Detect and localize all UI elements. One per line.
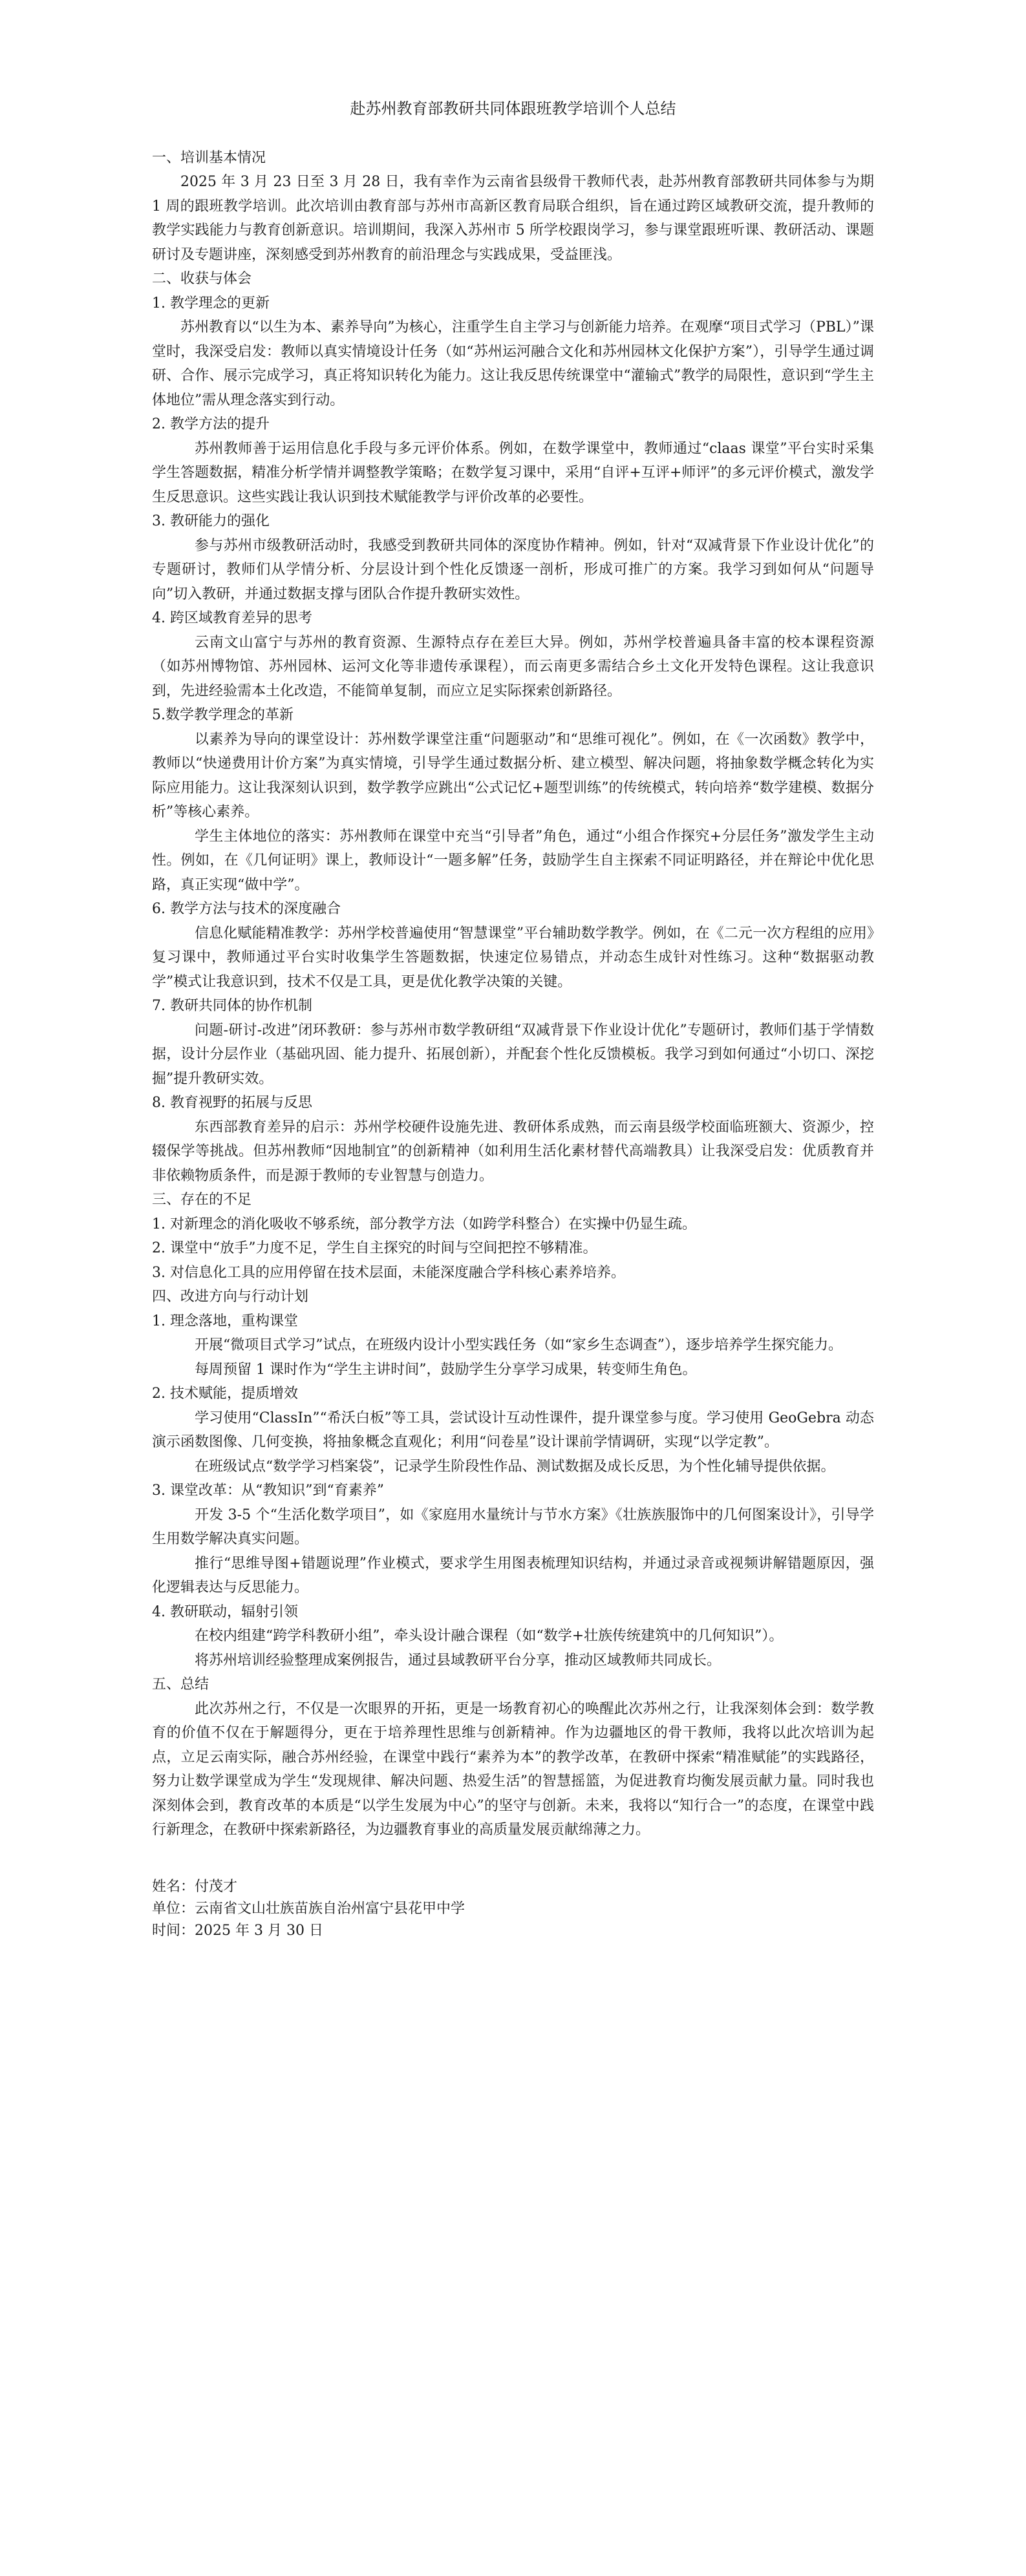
paragraph: 将苏州培训经验整理成案例报告，通过县域教研平台分享，推动区域教师共同成长。 <box>195 1652 721 1669</box>
subsection-heading: 2. 教学方法的提升 <box>152 416 270 432</box>
paragraph: 苏州教师善于运用信息化手段与多元评价体系。例如，在数学课堂中，教师通过“claas 课堂”平台实时采集学生答题数据，精准分析学情并调整教学策略；在数学复习课中，采用“自评+互评+师评”的多元评价模式，激发学生反思意识。这些实践让我认识到技术赋能教学与评价改革的必要性。 <box>152 440 874 505</box>
paragraph: 学习使用“ClassIn”“希沃白板”等工具，尝试设计互动性课件，提升课堂参与度。学习使用 GeoGebra 动态演示函数图像、几何变换，将抽象概念直观化；利用“问卷星”设计课前学情调研，实现“以学定教”。 <box>152 1409 874 1450</box>
paragraph: 参与苏州市级教研活动时，我感受到教研共同体的深度协作精神。例如，针对“双减背景下作业设计优化”的专题研讨，教师们从学情分析、分层设计到个性化反馈逐一剖析，形成可推广的方案。我学习到如何从“问题导向”切入教研，并通过数据支撑与团队合作提升教研实效性。 <box>152 537 874 602</box>
paragraph: 开展“微项目式学习”试点，在班级内设计小型实践任务（如“家乡生态调查”），逐步培养学生探究能力。 <box>195 1337 842 1353</box>
paragraph: 苏州教育以“以生为本、素养导向”为核心，注重学生自主学习与创新能力培养。在观摩“项目式学习（PBL）”课堂时，我深受启发：教师以真实情境设计任务（如“苏州运河融合文化和苏州园林文化保护方案”），引导学生通过调研、合作、展示完成学习，真正将知识转化为能力。这让我反思传统课堂中“灌输式”教学的局限性，意识到“学生主体地位”需从理念落实到行动。 <box>152 319 874 408</box>
paragraph: 在校内组建“跨学科教研小组”，牵头设计融合课程（如“数学+壮族传统建筑中的几何知识”）。 <box>195 1628 784 1644</box>
paragraph: 推行“思维导图+错题说理”作业模式，要求学生用图表梳理知识结构，并通过录音或视频讲解错题原因，强化逻辑表达与反思能力。 <box>152 1555 874 1596</box>
section-heading: 三、存在的不足 <box>152 1192 252 1208</box>
list-item: 3. 对信息化工具的应用停留在技术层面，未能深度融合学科核心素养培养。 <box>152 1264 625 1281</box>
signature-block <box>152 1876 874 1942</box>
subsection-heading: 1. 理念落地，重构课堂 <box>152 1313 298 1329</box>
subsection-heading: 1. 教学理念的更新 <box>152 295 270 311</box>
subsection-heading: 8. 教育视野的拓展与反思 <box>152 1095 312 1111</box>
subsection-heading: 6. 教学方法与技术的深度融合 <box>152 901 341 917</box>
signature-unit: 单位：云南省文山壮族苗族自治州富宁县花甲中学 <box>152 1900 465 1917</box>
subsection-heading: 5.数学教学理念的革新 <box>152 707 294 723</box>
section-heading: 一、培训基本情况 <box>152 149 266 166</box>
subsection-heading: 7. 教研共同体的协作机制 <box>152 998 312 1014</box>
paragraph: 问题-研讨-改进”闭环教研：参与苏州市数学教研组“双减背景下作业设计优化”专题研讨，教师们基于学情数据，设计分层作业（基础巩固、能力提升、拓展创新），并配套个性化反馈模板。我学习到如何通过“小切口、深挖掘”提升教研实效。 <box>152 1022 874 1087</box>
paragraph: 此次苏州之行，不仅是一次眼界的开拓，更是一场教育初心的唤醒此次苏州之行，让我深刻体会到：数学教育的价值不仅在于解题得分，更在于培养理性思维与创新精神。作为边疆地区的骨干教师，我将以此次培训为起点，立足云南实际，融合苏州经验，在课堂中践行“素养为本”的教学改革，在教研中探索“精准赋能”的实践路径，努力让数学课堂成为学生“发现规律、解决问题、热爱生活”的智慧摇篮，为促进教育均衡发展贡献力量。同时我也深刻体会到，教育改革的本质是“以学生发展为中心”的坚守与创新。未来，我将以“知行合一”的态度，在课堂中践行新理念，在教研中探索新路径，为边疆教育事业的高质量发展贡献绵薄之力。 <box>152 1700 874 1838</box>
list-item: 1. 对新理念的消化吸收不够系统，部分教学方法（如跨学科整合）在实操中仍显生疏。 <box>152 1216 696 1232</box>
paragraph: 以素养为导向的课堂设计：苏州数学课堂注重“问题驱动”和“思维可视化”。例如，在《一次函数》教学中，教师以“快递费用计价方案”为真实情境，引导学生通过数据分析、建立模型、解决问题，将抽象数学概念转化为实际应用能力。这让我深刻认识到，数学教学应跳出“公式记忆+题型训练”的传统模式，转向培养“数学建模、数据分析”等核心素养。 <box>152 731 874 820</box>
document-title: 赴苏州教育部教研共同体跟班教学培训个人总结 <box>350 100 676 118</box>
subsection-heading: 2. 技术赋能，提质增效 <box>152 1386 298 1402</box>
paragraph: 在班级试点“数学学习档案袋”，记录学生阶段性作品、测试数据及成长反思，为个性化辅导提供依据。 <box>195 1458 835 1475</box>
paragraph: 开发 3-5 个“生活化数学项目”，如《家庭用水量统计与节水方案》《壮族族服饰中的几何图案设计》，引导学生用数学解决真实问题。 <box>152 1506 874 1547</box>
section-heading: 四、改进方向与行动计划 <box>152 1289 309 1305</box>
paragraph: 2025 年 3 月 23 日至 3 月 28 日，我有幸作为云南省县级骨干教师代表，赴苏州教育部教研共同体参与为期 1 周的跟班教学培训。此次培训由教育部与苏州市高新区教育局联合组织，旨在通过跨区域教研交流，提升教师的教学实践能力与教育创新意识。培训期间，我深入苏州市 5 所学校跟岗学习，参与课堂跟班听课、教研活动、课题研讨及专题讲座，深刻感受到苏州教育的前沿理念与实践成果，受益匪浅。 <box>152 174 874 263</box>
subsection-heading: 3. 课堂改革：从“教知识”到“育素养” <box>152 1483 384 1499</box>
subsection-heading: 4. 教研联动，辐射引领 <box>152 1603 298 1620</box>
paragraph: 信息化赋能精准教学：苏州学校普遍使用“智慧课堂”平台辅助数学教学。例如，在《二元一次方程组的应用》复习课中，教师通过平台实时收集学生答题数据，快速定位易错点，并动态生成针对性练习。这种“数据驱动教学”模式让我意识到，技术不仅是工具，更是优化教学决策的关键。 <box>152 925 874 990</box>
subsection-heading: 3. 教研能力的强化 <box>152 513 270 529</box>
subsection-heading: 4. 跨区域教育差异的思考 <box>152 610 312 626</box>
paragraph: 云南文山富宁与苏州的教育资源、生源特点存在差巨大异。例如，苏州学校普遍具备丰富的校本课程资源（如苏州博物馆、苏州园林、运河文化等非遗传承课程），而云南更多需结合乡土文化开发特色课程。这让我意识到，先进经验需本土化改造，不能简单复制，而应立足实际探索创新路径。 <box>152 634 874 699</box>
paragraph: 每周预留 1 课时作为“学生主讲时间”，鼓励学生分享学习成果，转变师生角色。 <box>195 1361 697 1378</box>
paragraph: 东西部教育差异的启示：苏州学校硬件设施先进、教研体系成熟，而云南县级学校面临班额大、资源少，控辍保学等挑战。但苏州教师“因地制宜”的创新精神（如利用生活化素材替代高端教具）让我深受启发：优质教育并非依赖物质条件，而是源于教师的专业智慧与创造力。 <box>152 1119 874 1184</box>
section-heading: 二、收获与体会 <box>152 271 252 287</box>
section-heading: 五、总结 <box>152 1676 209 1693</box>
list-item: 2. 课堂中“放手”力度不足，学生自主探究的时间与空间把控不够精准。 <box>152 1240 597 1256</box>
signature-date: 时间：2025 年 3 月 30 日 <box>152 1922 323 1939</box>
signature-name: 姓名：付茂才 <box>152 1878 238 1895</box>
paragraph: 学生主体地位的落实：苏州教师在课堂中充当“引导者”角色，通过“小组合作探究+分层任务”激发学生主动性。例如，在《几何证明》课上，教师设计“一题多解”任务，鼓励学生自主探索不同证明路径，并在辩论中优化思路，真正实现“做中学”。 <box>152 828 874 893</box>
